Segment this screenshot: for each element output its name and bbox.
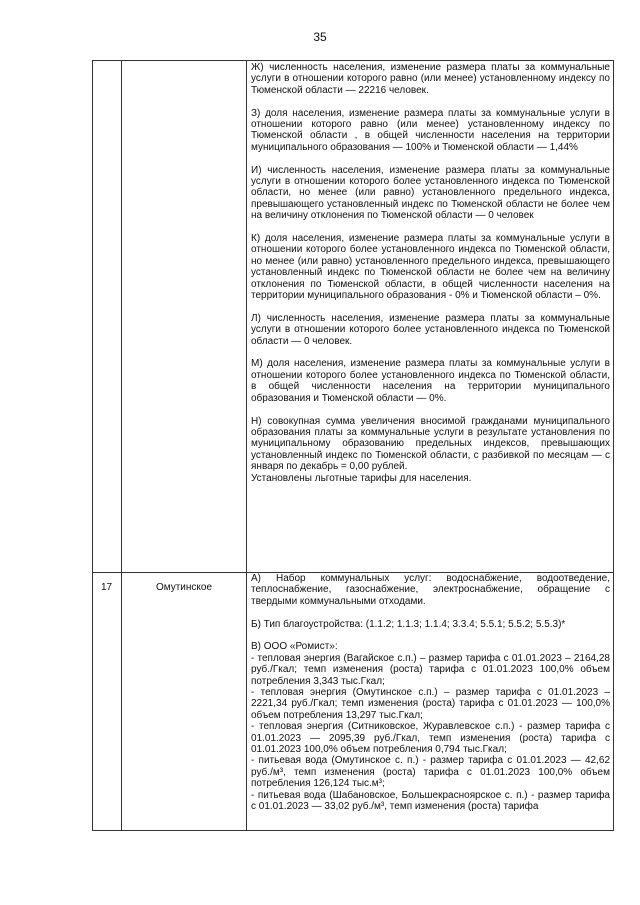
column-divider [121,60,122,831]
paragraph-b: Б) Тип благоустройства: (1.1.2; 1.1.3; 1.1.4; 3.3.4; 5.5.1; 5.5.2; 5.5.3)* [251,618,566,630]
paragraph-i: И) численность населения, изменение размера платы за коммунальные услуги в отношении которого более установленного индекса по Тюменской области, но менее (или равно) установленного предельного индекса, превышающего установленный индекс по Тюменской области не более чем на величину отклонения по Тюменской области — 0 человек [251,164,610,222]
tariff-item: - питьевая вода (Омутинское с. п.) - размер тарифа с 01.01.2023 — 42,62 руб./м³, темп изменения (роста) тарифа с 01.01.2023 100,0% объем потребления 126,124 тыс.м³; [251,755,610,790]
tariff-item: - тепловая энергия (Вагайское с.п.) – размер тарифа с 01.01.2023 – 2164,28 руб./Гкал; темп изменения (роста) тарифа с 01.01.2023 100,0% объем потребления 3,343 тыс.Гкал; [251,652,610,687]
page-number: 35 [313,30,327,44]
paragraph-a: А) Набор коммунальных услуг: водоснабжение, водоотведение, теплоснабжение, газоснабжение, электроснабжение, обращение с твердыми коммунальными отходами. [251,573,610,607]
paragraph-l: Л) численность населения, изменение размера платы за коммунальные услуги в отношении которого более установленного индекса по Тюменской области — 0 человек. [251,312,610,347]
paragraph-n: Н) совокупная сумма увеличения вносимой гражданами муниципального образования платы за коммунальные услуги в результате установления по муниципальному образованию предельных индексов, превышающих установленный индекс по Тюменской области, с разбивкой по месяцам — с января по декабрь = 0,00 рублей. [251,415,610,473]
tariff-item: - питьевая вода (Шабановское, Большекрасноярское с. п.) - размер тарифа с 01.01.2023 — 33,02 руб./м³, темп изменения (роста) тарифа [251,789,610,813]
tariff-item: - тепловая энергия (Ситниковское, Журавлевское с.п.) - размер тарифа с 01.01.2023 — 2095,39 руб./Гкал, темп изменения (роста) тарифа с 01.01.2023 100,0% объем потребления 0,794 тыс.Гкал; [251,721,610,756]
paragraph-z: З) доля населения, изменение размера платы за коммунальные услуги в отношении которого равно (или менее) установленному индексу по Тюменской области , в общей численности населения на территории муниципального образования — 100% и Тюменской области — 1,44% [251,107,610,153]
paragraph-zh: Ж) численность населения, изменение размера платы за коммунальные услуги в отношении которого равно (или менее) установленному индексу по Тюменской области — 22216 человек. [251,62,610,96]
paragraph-m: М) доля населения, изменение размера платы за коммунальные услуги в отношении которого более установленного индекса по Тюменской области, в общей численности населения на территории муниципального образования и Тюменской области — 0%. [251,358,610,404]
content-cell-row17 [251,573,610,813]
paragraph-v-title: В) ООО «Ромист»: [251,641,338,653]
paragraph-k: К) доля населения, изменение размера платы за коммунальные услуги в отношении которого более установленного индекса по Тюменской области, но менее (или равно) установленного предельного индекса, превышающего установленный индекс по Тюменской области не более чем на величину отклонения по Тюменской области, в общей численности населения на территории муниципального образования - 0% и Тюменской области – 0%. [251,233,610,302]
content-cell-continued [251,62,610,484]
closing-line: Установлены льготные тарифы для населения. [251,472,472,484]
tariff-item: - тепловая энергия (Омутинское с.п.) – размер тарифа с 01.01.2023 – 2221,34 руб./Гкал; темп изменения (роста) тарифа с 01.01.2023 — 100,0% объем потребления 13,297 тыс.Гкал; [251,687,610,721]
column-divider [246,60,247,831]
municipality-name: Омутинское [155,582,213,593]
row-number: 17 [100,582,113,593]
